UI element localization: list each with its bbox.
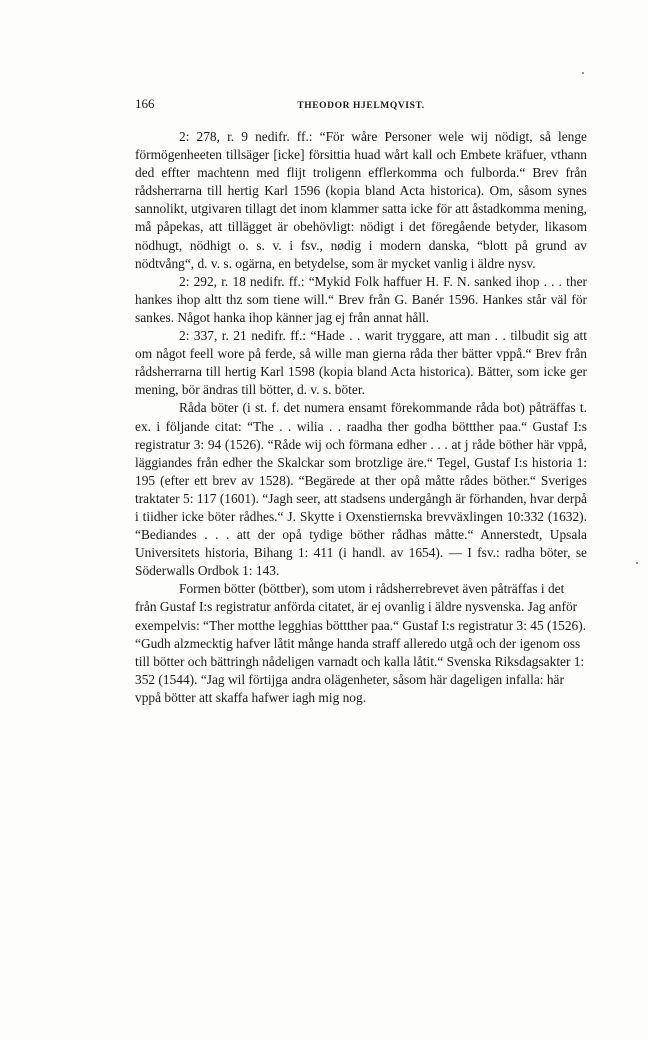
speck <box>582 72 584 74</box>
paragraph-3: 2: 337, r. 21 nedifr. ff.: “Hade . . warit tryggare, att man . . tilbudit sig att om något feell wore på ferde, så wille man gierna råda ther bätter vppå.“ Brev från rådsherrarna till hertig Karl 1598 (kopia bland Acta historica). Bätter, som icke ger mening, bör ändras till bötter, d. v. s. böter. <box>135 328 587 398</box>
book-page <box>135 96 587 707</box>
paragraph-2: 2: 292, r. 18 nedifr. ff.: “Mykid Folk haffuer H. F. N. sanked ihop . . . ther hankes ihop altt thz som tiene will.“ Brev från G. Banér 1596. Hankes står väl för sankes. Något hanka ihop känner jag ej från annat håll. <box>135 273 587 325</box>
paragraph-1: 2: 278, r. 9 nedifr. ff.: “För wåre Personer wele wij nödigt, så lenge förmögenheeten tillsäger [icke] försittia huad wårt kall och Embete kräfuer, vthann ded effter machtenn med flijt troligenn efflerkomma och fulborda.“ Brev från rådsherrarna till hertig Karl 1596 (kopia bland Acta historica). Om, såsom synes sannolikt, utgivaren tillagt det inom klammer satta icke för att åstadkomma mening, må påpekas, att tillägget är obehövligt: nödigt i det föregående betyder, likasom nödhugt, nödhigt o. s. v. i fsv., nødig i modern danska, “blott på grund av nödtvång“, d. v. s. ogärna, en betydelse, som är mycket vanlig i äldre nysv. <box>135 129 587 271</box>
page-number: 166 <box>135 96 155 111</box>
paragraph-4: Råda böter (i st. f. det numera ensamt förekommande råda bot) påträffas t. ex. i följande citat: “The . . wilia . . raadha ther godha böttther paa.“ Gustaf I:s registratur 3: 94 (1526). “Råde wij och förmana edher . . . at j råde böther här vppå, läggiandes från edher the Skalckar som brotzlige äre.“ Tegel, Gustaf I:s historia 1: 195 (efter ett brev av 1528). “Begärede at ther opå måtte rådes böther.“ Sveriges traktater 5: 117 (1601). “Jagh seer, att stadsens undergångh är förhanden, hvar derpå i tiidher icke böter rådhes.“ J. Skytte i Oxenstiernska brevväxlingen 10:332 (1632). “Bediandes . . . att der opå tydige böther rådhas måtte.“ Annerstedt, Upsala Universitets historia, Bihang 1: 411 (i handl. av 1654). — I fsv.: radha böter, se Söderwalls Ordbok 1: 143. <box>135 400 587 579</box>
body-text <box>135 128 587 707</box>
speck <box>636 562 638 564</box>
page-header <box>135 96 587 116</box>
paragraph-5: Formen bötter (böttber), som utom i rådsherrebrevet även påträffas i det från Gustaf I:s registratur anförda citatet, är ej ovanlig i äldre nysvenska. Jag anför exempelvis: “Ther motthe legghias böttther paa.“ Gustaf I:s registratur 3: 45 (1526). “Gudh alzmecktig hafver låtit månge handa straff alleredo utgå och der igenom oss till bötter och bättringh nådeligen varnadt och kalla låtit.“ Svenska Riksdagsakter 1: 352 (1544). “Jag wil förtijga andra olägenheter, såsom här dageligen infalla: här vppå bötter att skaffa hafwer iagh mig nog. <box>135 581 587 705</box>
running-head: THEODOR HJELMQVIST. <box>297 101 425 111</box>
